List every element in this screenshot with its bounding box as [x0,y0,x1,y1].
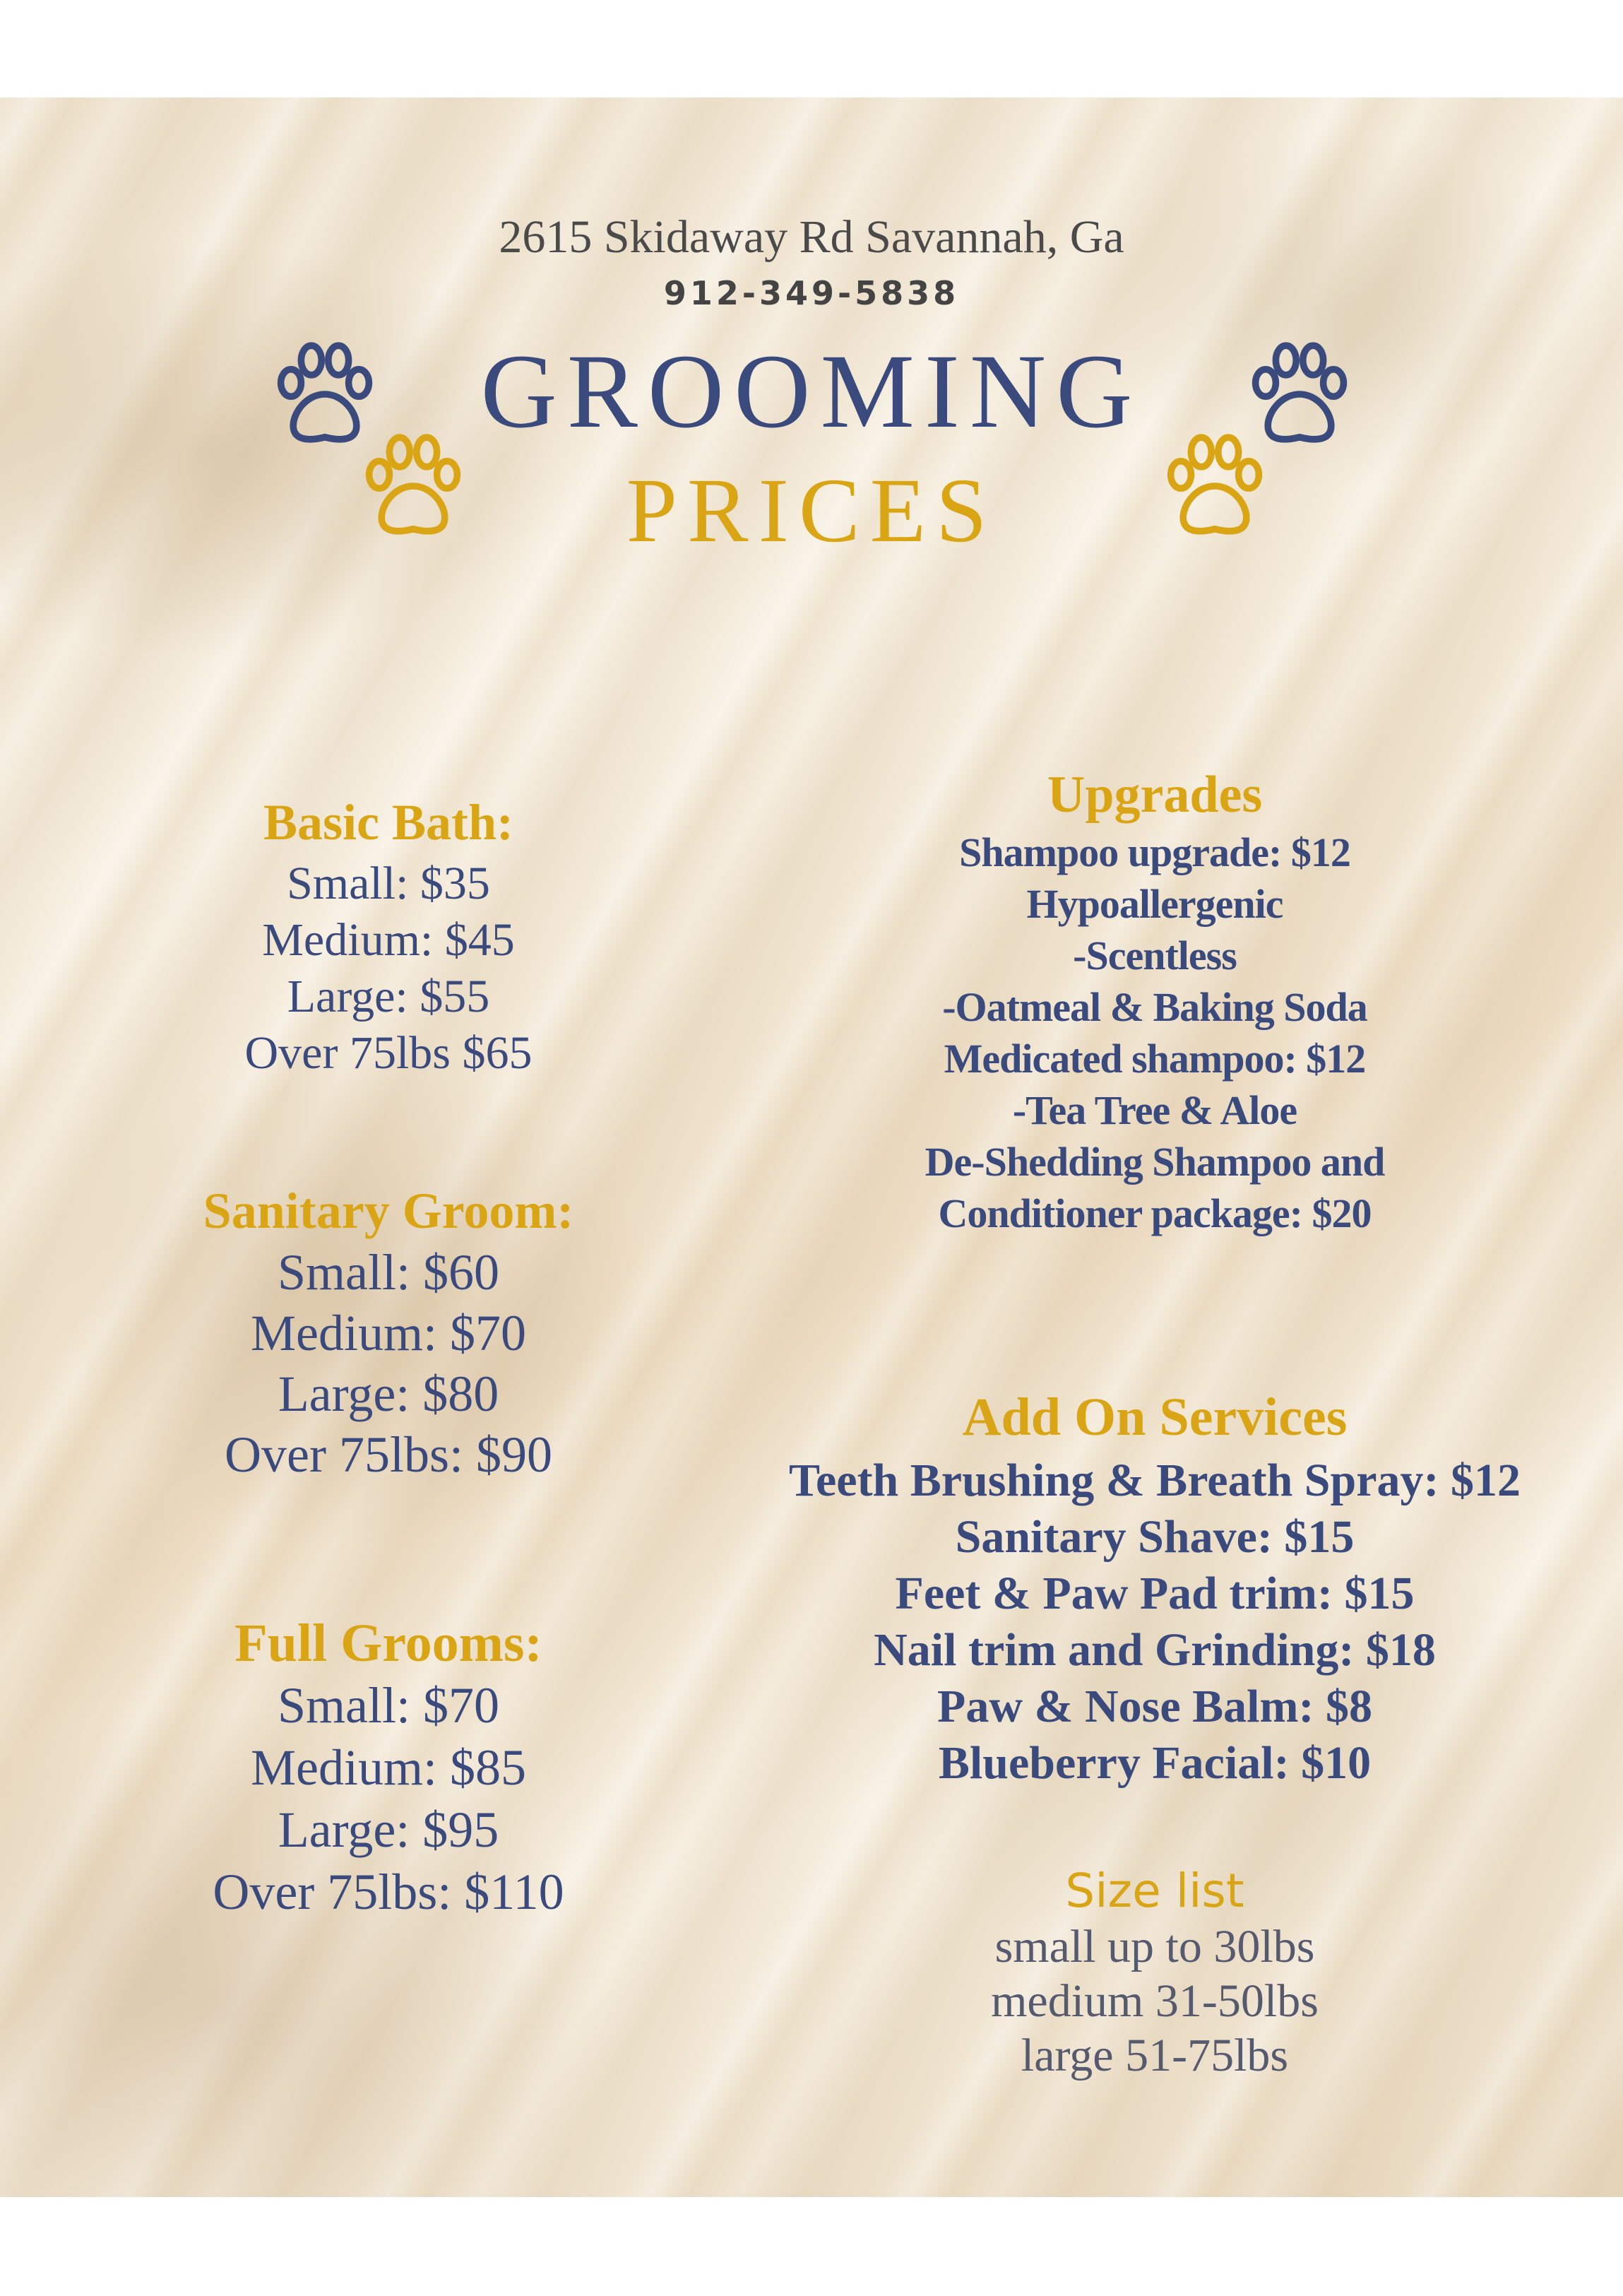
upgrade-item: Hypoallergenic [1026,881,1283,927]
upgrade-item: Conditioner package: $20 [938,1190,1372,1236]
full-grooms-item: Medium: $85 [251,1739,526,1796]
basic-bath-item: Medium: $45 [262,914,515,966]
upgrade-item: -Scentless [1073,933,1237,978]
add-on-item: Teeth Brushing & Breath Spray: $12 [789,1455,1521,1506]
basic-bath-item: Small: $35 [287,858,490,909]
size-list-heading: Size list [1065,1864,1244,1918]
title-grooming: GROOMING [480,333,1143,450]
full-grooms-heading: Full Grooms: [234,1614,542,1673]
sanitary-groom-item: Medium: $70 [251,1305,526,1361]
upgrades-heading: Upgrades [1047,766,1263,824]
upgrade-item: De-Shedding Shampoo and [925,1139,1385,1185]
paw-icon [1158,430,1271,543]
size-list-item: large 51-75lbs [1021,2030,1289,2081]
upgrade-item: Shampoo upgrade: $12 [959,829,1350,875]
full-grooms-item: Large: $95 [278,1801,499,1858]
add-on-item: Sanitary Shave: $15 [955,1511,1355,1563]
basic-bath-item: Large: $55 [287,971,490,1022]
sanitary-groom-item: Over 75lbs: $90 [225,1426,552,1483]
paw-icon [357,430,470,543]
basic-bath-heading: Basic Bath: [263,794,514,851]
add-on-item: Paw & Nose Balm: $8 [937,1681,1372,1732]
add-on-item: Nail trim and Grinding: $18 [874,1624,1436,1676]
full-grooms-item: Over 75lbs: $110 [213,1864,564,1920]
upgrade-item: Medicated shampoo: $12 [944,1036,1366,1082]
flyer-page [0,97,1623,2197]
add-on-item: Blueberry Facial: $10 [938,1737,1372,1789]
full-grooms-item: Small: $70 [277,1677,499,1734]
upgrade-item: -Oatmeal & Baking Soda [942,984,1367,1030]
size-list-item: medium 31-50lbs [991,1975,1319,2027]
add-on-services-heading: Add On Services [962,1387,1348,1447]
add-on-item: Feet & Paw Pad trim: $15 [895,1568,1415,1619]
sanitary-groom-item: Small: $60 [277,1244,499,1301]
address: 2615 Skidaway Rd Savannah, Ga [499,211,1124,263]
sanitary-groom-heading: Sanitary Groom: [203,1183,574,1239]
phone-number: 912-349-5838 [663,274,960,312]
basic-bath-item: Over 75lbs $65 [244,1027,533,1079]
sanitary-groom-item: Large: $80 [278,1366,499,1422]
title-prices: PRICES [626,460,997,562]
size-list-item: small up to 30lbs [994,1921,1315,1972]
upgrade-item: -Tea Tree & Aloe [1012,1087,1297,1133]
